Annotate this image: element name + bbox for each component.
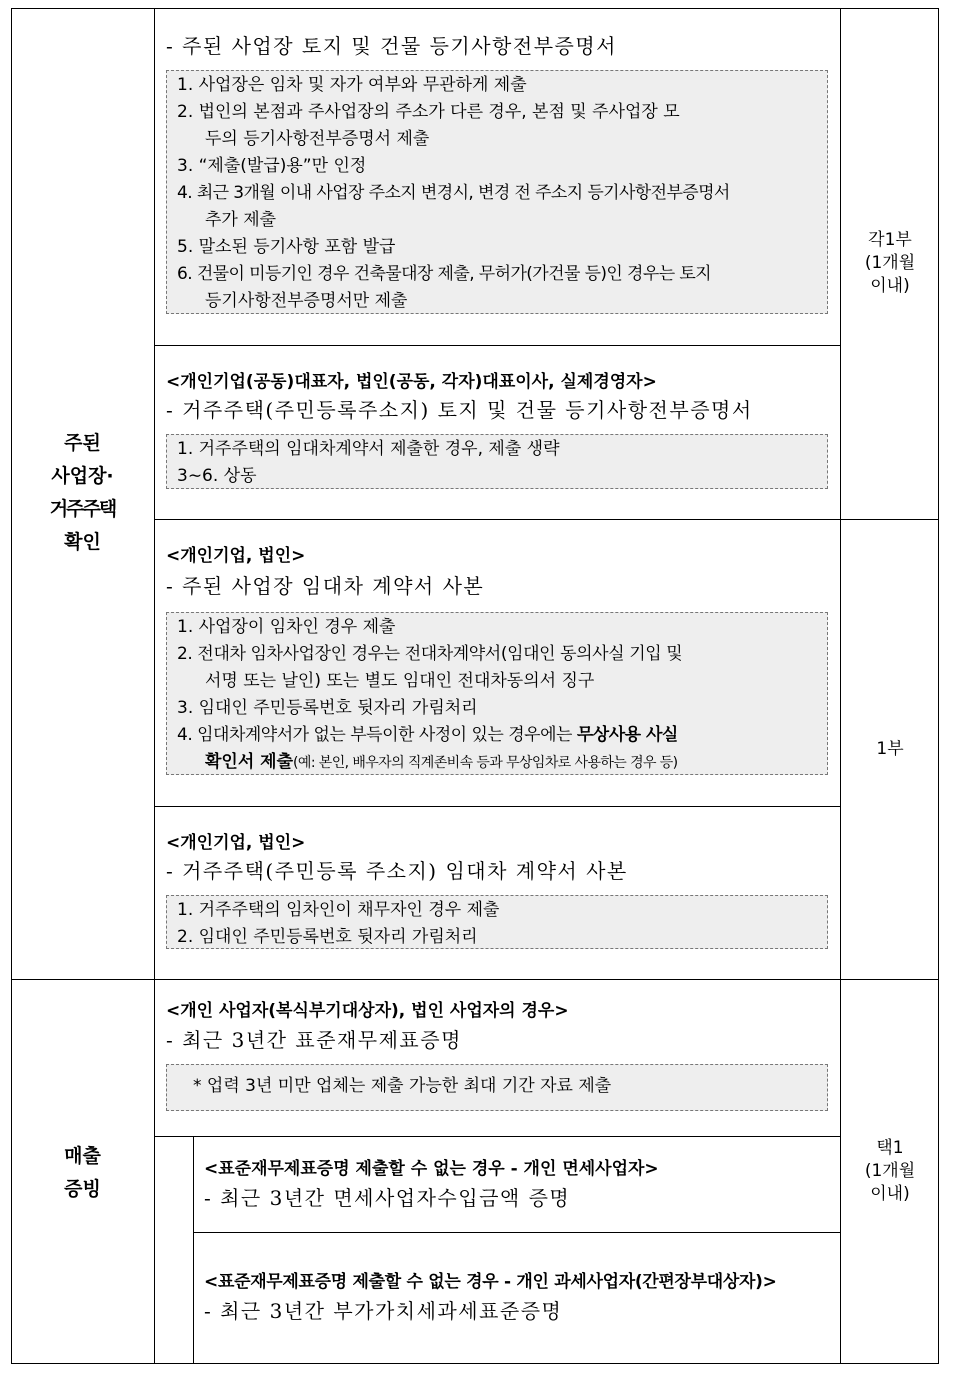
note-item: 등기사항전부증명서만 제출 [205, 291, 408, 311]
note-item: 5. 말소된 등기사항 포함 발급 [177, 237, 396, 257]
note-item: 3. “제출(발급)용”만 인정 [177, 156, 367, 176]
quantity-row-divider [840, 519, 939, 520]
quantity-cell [841, 1137, 939, 1206]
section-heading: <개인기업, 법인> [166, 546, 306, 566]
note-item: 1. 거주주택의 임차인이 채무자인 경우 제출 [177, 900, 500, 920]
document-title: - 주된 사업장 임대차 계약서 사본 [166, 574, 485, 598]
document-title: - 주된 사업장 토지 및 건물 등기사항전부증명서 [166, 34, 617, 58]
document-title: - 최근 3년간 표준재무제표증명 [166, 1028, 462, 1052]
quantity-line: (1개월 [864, 253, 916, 273]
document-title: - 최근 3년간 면세사업자수입금액 증명 [204, 1186, 571, 1210]
note-item: 2. 전대차 임차사업장인 경우는 전대차계약서(임대인 동의사실 기입 및 [177, 644, 683, 664]
note-item: 3∼6. 상동 [177, 466, 257, 486]
note-item: 서명 또는 날인) 또는 별도 임대인 전대차동의서 징구 [205, 671, 595, 691]
document-title: - 거주주택(주민등록주소지) 토지 및 건물 등기사항전부증명서 [166, 398, 753, 422]
note-box [166, 1064, 828, 1111]
quantity-line: 택1 [876, 1138, 904, 1158]
note-emphasis: 무상사용 사실 [576, 725, 678, 745]
document-title: - 최근 3년간 부가가치세과세표준증명 [204, 1299, 563, 1323]
category-column-divider [154, 8, 155, 1364]
note-box [166, 70, 828, 314]
note-item: 1. 거주주택의 임대차계약서 제출한 경우, 제출 생략 [177, 439, 560, 459]
note-text: 4. 임대차계약서가 없는 부득이한 사정이 있는 경우에는 [177, 725, 577, 745]
content-row-divider [154, 519, 840, 520]
quantity-line: (1개월 [864, 1161, 916, 1181]
note-item: 두의 등기사항전부증명서 제출 [205, 129, 430, 149]
quantity-line: 1부 [876, 739, 904, 759]
quantity-line: 이내) [870, 276, 910, 296]
note-emphasis: 확인서 제출 [205, 752, 294, 772]
category-line: 주된 [64, 432, 101, 454]
category-residence-check [12, 427, 153, 559]
note-item: * 업력 3년 미만 업체는 제출 가능한 최대 기간 자료 제출 [193, 1076, 612, 1096]
section-heading: <개인 사업자(복식부기대상자), 법인 사업자의 경우> [166, 1001, 569, 1021]
note-item [177, 722, 819, 749]
note-box [166, 612, 828, 775]
note-item: 추가 제출 [205, 210, 277, 230]
section-heading: <표준재무제표증명 제출할 수 없는 경우 - 개인 면세사업자> [204, 1159, 659, 1179]
content-row-divider [154, 1136, 840, 1137]
note-box [166, 895, 828, 949]
content-row-divider [154, 806, 840, 807]
section-heading: <개인기업(공동)대표자, 법인(공동, 각자)대표이사, 실제경영자> [166, 372, 657, 392]
note-item: 2. 법인의 본점과 주사업장의 주소가 다른 경우, 본점 및 주사업장 모 [177, 102, 680, 122]
note-item: 6. 건물이 미등기인 경우 건축물대장 제출, 무허가(가건물 등)인 경우는 토지 [177, 264, 711, 284]
note-item: 1. 사업장은 임차 및 자가 여부와 무관하게 제출 [177, 75, 527, 95]
category-line: 증빙 [64, 1178, 101, 1200]
content-row-divider [154, 345, 840, 346]
document-title: - 거주주택(주민등록 주소지) 임대차 계약서 사본 [166, 859, 628, 883]
category-line: 확인 [64, 531, 101, 553]
note-item: 4. 최근 3개월 이내 사업장 주소지 변경시, 변경 전 주소지 등기사항전부증명서 [177, 183, 730, 203]
section-divider [11, 979, 939, 980]
category-line: 매출 [64, 1145, 101, 1167]
note-item: 2. 임대인 주민등록번호 뒷자리 가림처리 [177, 927, 478, 947]
quantity-line: 각1부 [868, 230, 912, 250]
note-item: 3. 임대인 주민등록번호 뒷자리 가림처리 [177, 698, 478, 718]
category-sales-proof [12, 1140, 153, 1206]
sub-column-divider [193, 1136, 194, 1364]
note-box [166, 434, 828, 489]
note-small: (예: 본인, 배우자의 직계존비속 등과 무상임차로 사용하는 경우 등) [293, 755, 678, 771]
content-row-divider [193, 1232, 840, 1233]
category-line: 거주주택 [49, 498, 116, 520]
note-item: 1. 사업장이 임차인 경우 제출 [177, 617, 396, 637]
section-heading: <개인기업, 법인> [166, 833, 306, 853]
quantity-cell [841, 738, 939, 761]
section-heading: <표준재무제표증명 제출할 수 없는 경우 - 개인 과세사업자(간편장부대상자)> [204, 1272, 777, 1292]
quantity-line: 이내) [870, 1184, 910, 1204]
note-item [177, 749, 819, 777]
category-line: 사업장· [51, 465, 114, 487]
quantity-cell [841, 229, 939, 298]
